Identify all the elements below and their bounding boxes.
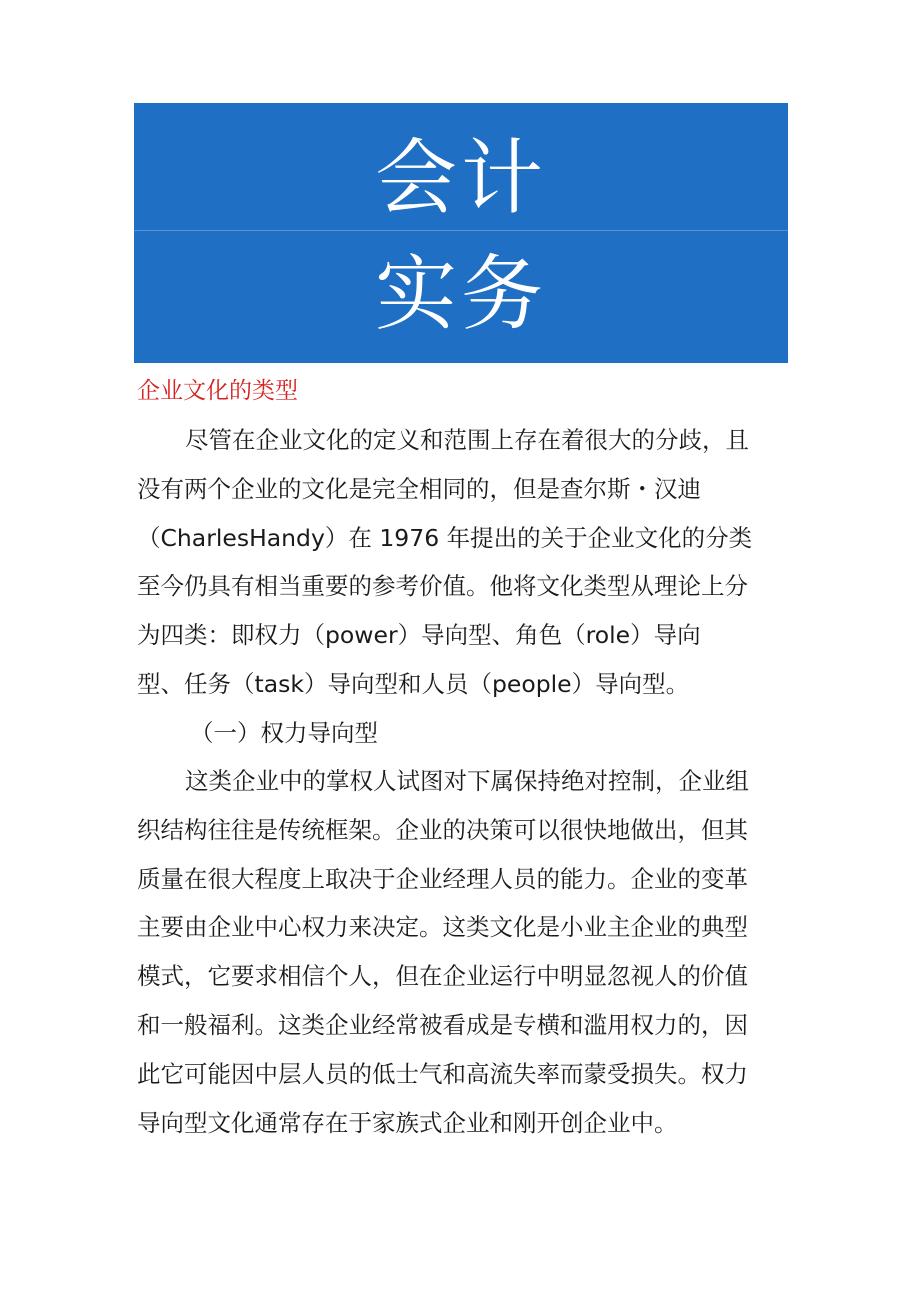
paragraph-line: 和一般福利。这类企业经常被看成是专横和滥用权力的，因 xyxy=(137,1010,748,1039)
banner-title-line-1: 会计 xyxy=(374,131,547,226)
paragraph-line: 为四类：即权力（power）导向型、角色（role）导向 xyxy=(137,621,701,650)
banner-divider xyxy=(134,230,788,231)
paragraph-line: 模式，它要求相信个人，但在企业运行中明显忽视人的价值 xyxy=(137,962,748,991)
paragraph-line: 至今仍具有相当重要的参考价值。他将文化类型从理论上分 xyxy=(137,572,748,601)
paragraph-intro xyxy=(137,416,797,709)
title-banner xyxy=(134,103,788,363)
paragraph-line: 导向型文化通常存在于家族式企业和刚开创企业中。 xyxy=(137,1108,678,1137)
paragraph-line: 型、任务（task）导向型和人员（people）导向型。 xyxy=(137,669,690,698)
paragraph-line: 这类企业中的掌权人试图对下属保持绝对控制，企业组 xyxy=(185,767,749,795)
paragraph-power-oriented xyxy=(137,757,797,1147)
paragraph-line: 尽管在企业文化的定义和范围上存在着很大的分歧，且 xyxy=(185,426,749,454)
section-title: 企业文化的类型 xyxy=(137,378,298,404)
paragraph-line: 质量在很大程度上取决于企业经理人员的能力。企业的变革 xyxy=(137,864,748,893)
paragraph-line: 织结构往往是传统框架。企业的决策可以很快地做出，但其 xyxy=(137,815,748,844)
paragraph-line: 没有两个企业的文化是完全相同的，但是查尔斯・汉迪 xyxy=(137,474,701,503)
subheading-power-oriented: （一）权力导向型 xyxy=(190,719,378,747)
paragraph-line: （CharlesHandy）在 1976 年提出的关于企业文化的分类 xyxy=(137,523,753,552)
paragraph-line: 此它可能因中层人员的低士气和高流失率而蒙受损失。权力 xyxy=(137,1059,748,1088)
banner-title-line-2: 实务 xyxy=(374,247,547,342)
paragraph-line: 主要由企业中心权力来决定。这类文化是小业主企业的典型 xyxy=(137,913,748,942)
